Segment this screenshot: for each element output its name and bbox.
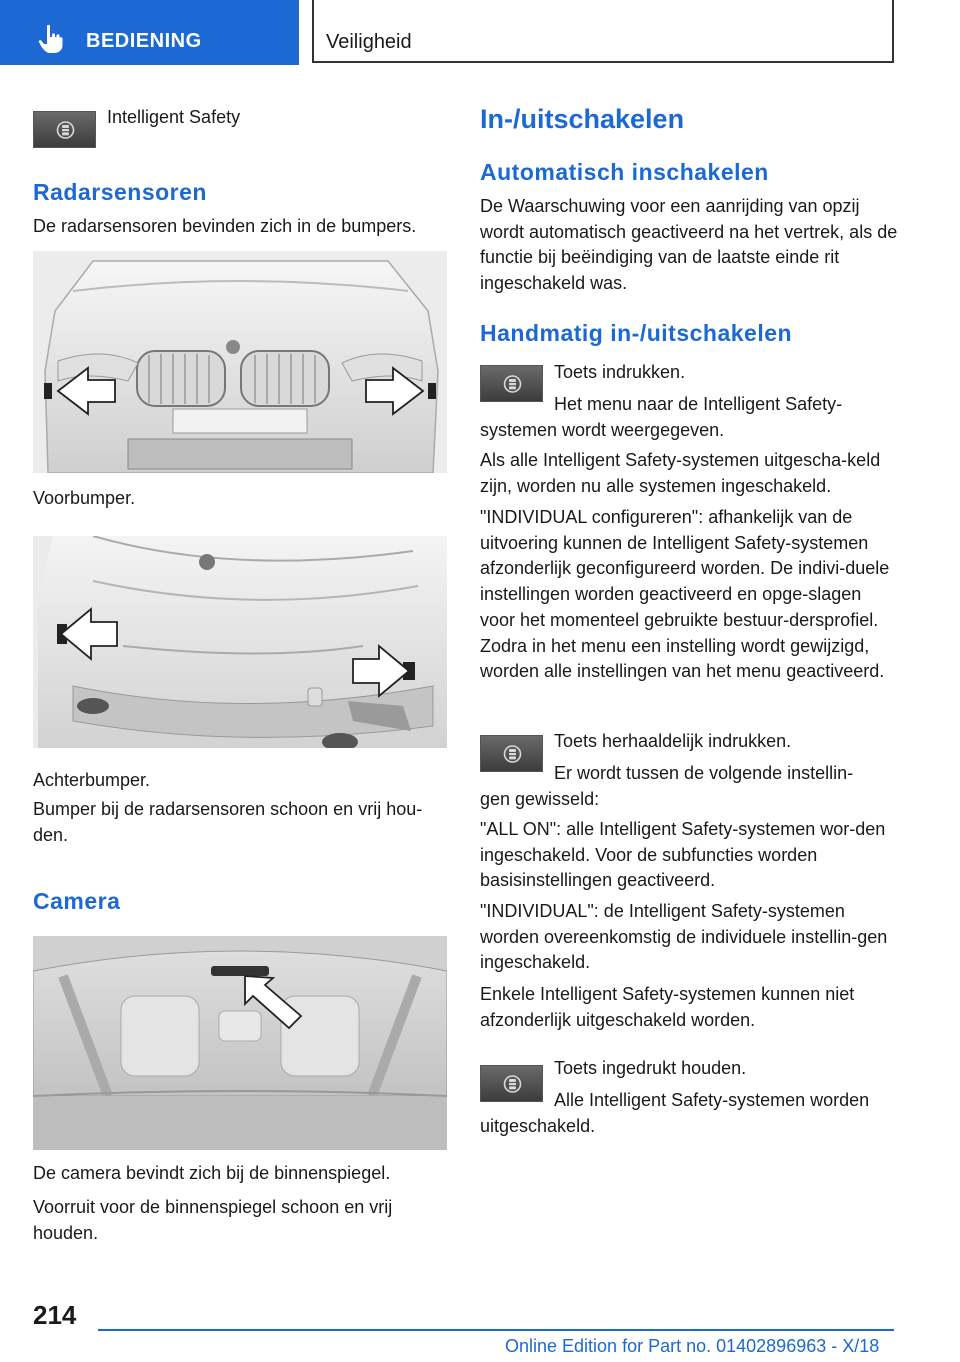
paragraph-individual: "INDIVIDUAL": de Intelligent Safety-systemen worden overeenkomstig de individuele instellin‐gen ingeschakeld.: [480, 901, 888, 973]
chapter-tab: [312, 0, 894, 63]
step2-action: Toets herhaaldelijk indrukken.: [554, 731, 792, 751]
camera-photo: [33, 936, 447, 1150]
footer-edition: Online Edition for Part no. 01402896963 - X/18: [505, 1336, 880, 1356]
rear-caption: Achterbumper.: [33, 770, 151, 790]
step3-result: Alle Intelligent Safety-systemen worden: [554, 1090, 870, 1110]
step3-result-cont: uitgeschakeld.: [480, 1116, 596, 1136]
rear-note: Bumper bij de radarsensoren schoon en vrij hou‐den.: [33, 799, 423, 845]
rear-bumper-photo: [33, 536, 447, 748]
intelligent-safety-button-icon: [503, 374, 522, 394]
paragraph-not-separate: Enkele Intelligent Safety-systemen kunnen niet afzonderlijk uitgeschakeld worden.: [480, 984, 855, 1030]
step2-result: Er wordt tussen de volgende instellin‐: [554, 763, 854, 783]
step2-result-cont: gen gewisseld:: [480, 789, 600, 809]
camera-caption: De camera bevindt zich bij de binnenspiegel.: [33, 1163, 391, 1183]
chapter-label: Veiligheid: [326, 31, 412, 53]
section-tab: [0, 0, 299, 65]
auto-heading: Automatisch inschakelen: [480, 159, 769, 185]
front-bumper-photo: [33, 251, 447, 473]
footer-divider: [98, 1329, 894, 1331]
step1-action: Toets indrukken.: [554, 362, 686, 382]
manual-heading: Handmatig in-/uitschakelen: [480, 320, 793, 346]
intelligent-safety-button-image: [480, 365, 543, 402]
front-caption: Voorbumper.: [33, 488, 136, 508]
step1-result: Het menu naar de Intelligent Safety-: [554, 394, 843, 414]
intelligent-safety-button-icon: [503, 744, 522, 764]
intelligent-safety-button-icon: [503, 1074, 522, 1094]
paragraph-all-off: Als alle Intelligent Safety-systemen uitgescha‐keld zijn, worden nu alle systemen ingeschakeld.: [480, 450, 881, 496]
intelligent-safety-button-image: [480, 735, 543, 772]
step1-result-cont: systemen wordt weergegeven.: [480, 420, 725, 440]
hand-pointer-icon: [38, 24, 64, 54]
section-label: BEDIENING: [86, 30, 202, 52]
radar-text: De radarsensoren bevinden zich in de bumpers.: [33, 216, 417, 236]
auto-text: De Waarschuwing voor een aanrijding van opzij wordt automatisch geactiveerd na het vertrek, als de functie bij beëindiging van de laatste einde rit ingeschakeld was.: [480, 196, 898, 294]
paragraph-all-on: "ALL ON": alle Intelligent Safety-systemen wor‐den ingeschakeld. Voor de subfuncties worden basisinstellingen geactiveerd.: [480, 819, 886, 891]
intro-text: Intelligent Safety: [107, 107, 241, 127]
intelligent-safety-button-icon: [56, 120, 75, 140]
radar-heading: Radarsensoren: [33, 179, 207, 205]
camera-heading: Camera: [33, 888, 121, 914]
paragraph-individual-config: "INDIVIDUAL configureren": afhankelijk van de uitvoering kunnen de Intelligent Safety-systemen afzonderlijk geconfigureerd worden. De indivi‐duele instellingen worden geactiveerd en opge‐slagen voor het momenteel gebruikte bestuur‐dersprofiel. Zodra in het menu een instelling wordt gewijzigd, worden alle instellingen van het menu geactiveerd.: [480, 507, 890, 682]
section-title: In-/uitschakelen: [480, 104, 685, 134]
step3-action: Toets ingedrukt houden.: [554, 1058, 747, 1078]
intelligent-safety-button-image: [480, 1065, 543, 1102]
page-number: 214: [33, 1300, 77, 1330]
intelligent-safety-button-image: [33, 111, 96, 148]
camera-note: Voorruit voor de binnenspiegel schoon en vrij houden.: [33, 1197, 393, 1243]
